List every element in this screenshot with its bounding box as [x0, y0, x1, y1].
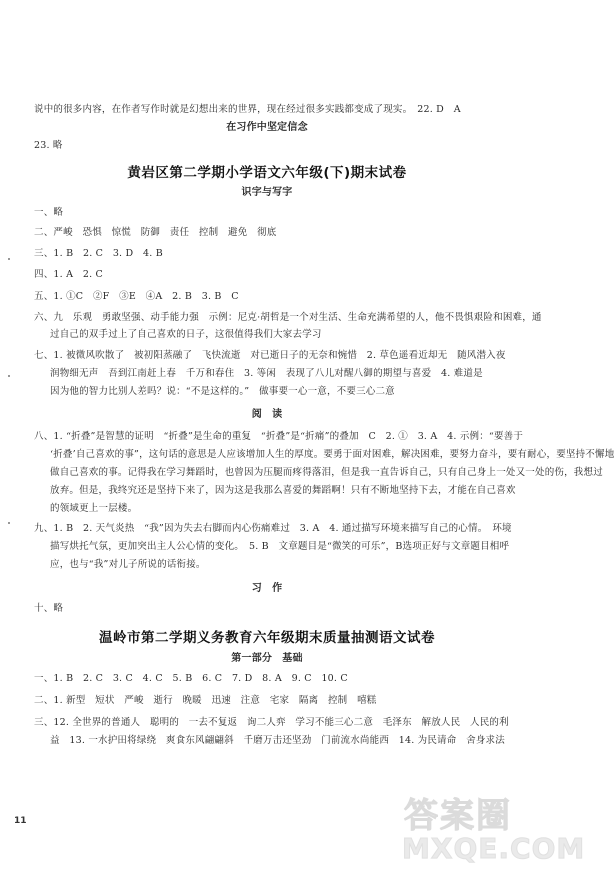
- text-line: 八、1. “折叠”是智慧的证明 “折叠”是生命的重复 “折叠”是“折痛”的叠加 C 2. ① 3. A 4. 示例：“要善于: [34, 431, 524, 442]
- exam-title: 温岭市第二学期义务教育六年级期末质量抽测语文试卷: [99, 630, 435, 646]
- text-line: 23. 略: [34, 140, 63, 151]
- margin-mark: [8, 522, 10, 524]
- text-line: 说中的很多内容，在作者写作时就是幻想出来的世界，现在经过很多实践都变成了现实。 22. D A: [34, 104, 461, 115]
- section-subheading: 在习作中坚定信念: [226, 122, 308, 133]
- margin-mark: [8, 258, 10, 260]
- section-subheading: 阅 读: [251, 409, 283, 420]
- text-line: 九、1. B 2. 天气炎热 “我”因为失去右脚而内心伤痛难过 3. A 4. 通过描写环境来描写自己的心情。 环境: [34, 523, 512, 534]
- text-line: 的领域更上一层楼。: [50, 503, 138, 514]
- text-line: 描写烘托气氛，更加突出主人公心情的变化。 5. B 文章题目是“微笑的可乐”，B选项正好与文章题目相呼: [50, 541, 510, 552]
- text-line: ‘折叠’自己喜欢的事”，这句话的意思是人应该增加人生的厚度。要勇于面对困难，解决困难，要努力奋斗，要有耐心，要坚持不懈地: [50, 449, 614, 460]
- text-line: 做自己喜欢的事。记得我在学习舞蹈时，也曾因为压腿而疼得落泪，但是我一直告诉自己，只有自己身上一处又一处的伤，我想过: [50, 467, 603, 478]
- text-line: 四、1. A 2. C: [34, 269, 103, 280]
- text-line: 一、1. B 2. C 3. C 4. C 5. B 6. C 7. D 8. A 9. C 10. C: [34, 673, 348, 684]
- text-line: 六、九 乐观 勇敢坚强、动手能力强 示例：尼克·胡哲是一个对生活、生命充满希望的人，他不畏惧艰险和困难，通: [34, 312, 542, 323]
- text-line: 放弃。但是，我终究还是坚持下来了，因为这是我那么喜爱的舞蹈啊！只有不断地坚持下去，才能在自己喜欢: [50, 485, 516, 496]
- text-line: 润物细无声 吾到江南赶上春 千万和春住 3. 等闲 表现了八儿对醒八御的期望与喜爱 4. 难道是: [50, 368, 483, 379]
- section-subheading: 第一部分 基础: [231, 653, 303, 664]
- watermark-text-cn: 答案圈: [404, 796, 512, 836]
- watermark-logo: [398, 786, 586, 870]
- text-line: 七、1. 被微风吹散了 被初阳蒸融了 飞快流逝 对已逝日子的无奈和惋惜 2. 草色遥看近却无 随风潜入夜: [34, 350, 506, 361]
- text-line: 因为他的智力比别人差吗？说：“不是这样的。” 做事要一心一意，不要三心二意: [50, 386, 395, 397]
- text-line: 应，也与“我”对儿子所说的话衔接。: [50, 559, 206, 570]
- text-line: 二、1. 新型 短状 严峻 逝行 晚暖 迅速 注意 宅家 隔离 控制 嘻糕: [34, 695, 377, 706]
- margin-mark: [8, 375, 10, 377]
- text-line: 三、1. B 2. C 3. D 4. B: [34, 248, 163, 259]
- text-line: 益 13. 一水护田将绿绕 爽食东风翩翩斜 千磨万击还坚劲 门前流水尚能西 14. 为民请命 舍身求法: [50, 735, 505, 746]
- section-subheading: 习 作: [251, 583, 283, 594]
- text-line: 三、12. 全世界的普通人 聪明的 一去不复返 询二人弈 学习不能三心二意 毛泽东 解放人民 人民的利: [34, 717, 509, 728]
- exam-title: 黄岩区第二学期小学语文六年级(下)期末试卷: [127, 165, 407, 181]
- section-subheading: 识字与写字: [241, 187, 293, 198]
- text-line: 十、略: [34, 603, 64, 614]
- text-line: 五、1. ①C ②F ③E ④A 2. B 3. B C: [34, 291, 239, 302]
- text-line: 一、略: [34, 207, 64, 218]
- watermark-text-url: MXQE.COM: [402, 832, 586, 865]
- text-line: 过自己的双手过上了自己喜欢的日子，这很值得我们大家去学习: [50, 329, 322, 340]
- page-number: 11: [14, 816, 27, 826]
- text-line: 二、严峻 恐惧 惊慌 防御 责任 控制 避免 彻底: [34, 227, 277, 238]
